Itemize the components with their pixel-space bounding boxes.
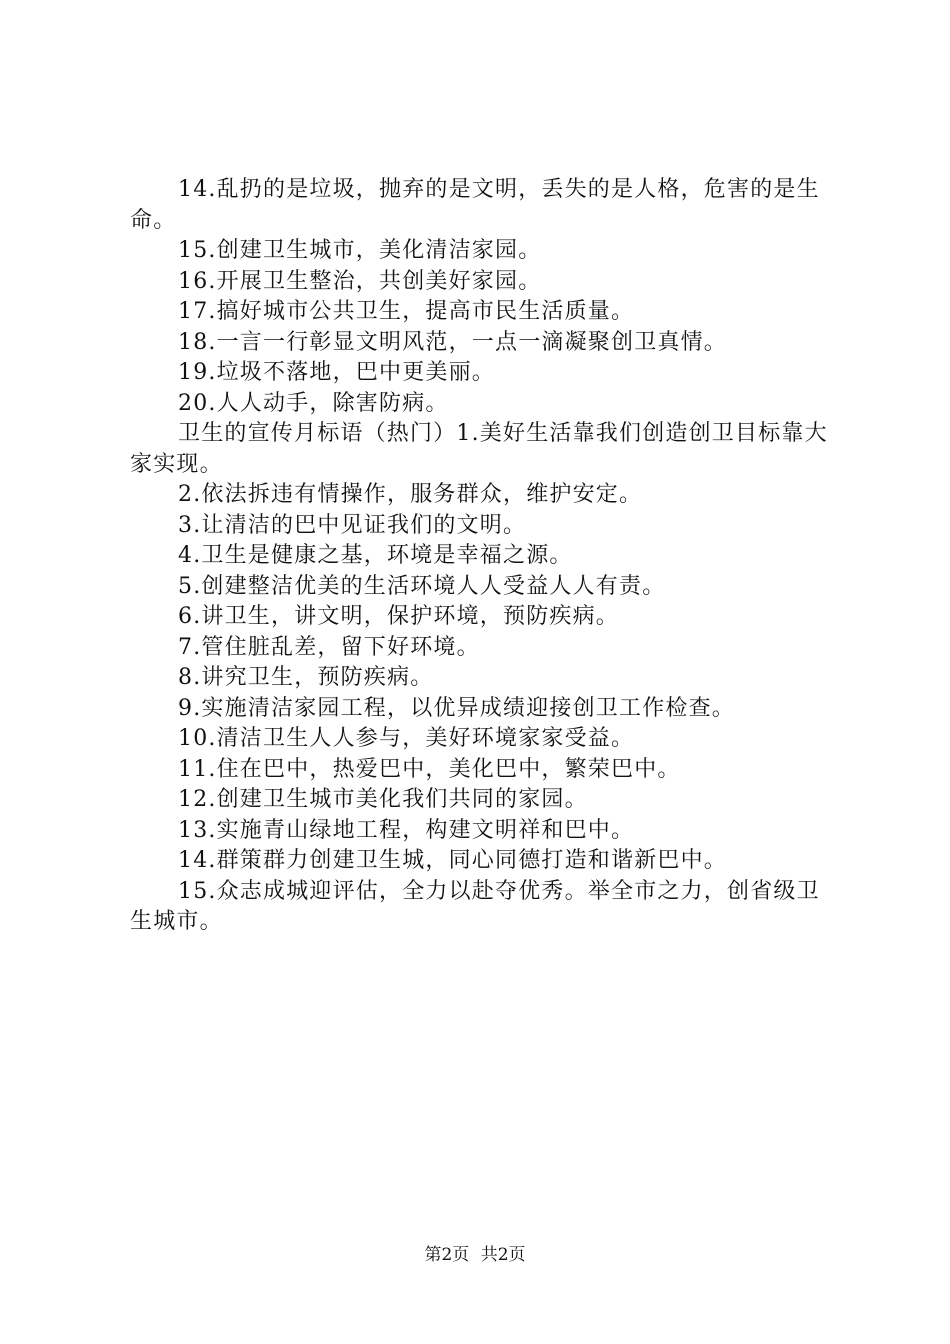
paragraph: 8.讲究卫生，预防疾病。 xyxy=(178,665,434,690)
paragraph: 19.垃圾不落地，巴中更美丽。 xyxy=(178,360,495,385)
paragraph: 10.清洁卫生人人参与，美好环境家家受益。 xyxy=(178,726,635,751)
paragraph: 16.开展卫生整治，共创美好家园。 xyxy=(178,268,542,294)
paragraph: 6.讲卫生，讲文明，保护环境，预防疾病。 xyxy=(178,604,619,629)
paragraph: 11.住在巴中，热爱巴中，美化巴中，繁荣巴中。 xyxy=(178,756,681,782)
paragraph: 14.群策群力创建卫生城，同心同德打造和谐新巴中。 xyxy=(178,848,727,873)
paragraph: 15.众志成城迎评估，全力以赴夺优秀。举全市之力，创省级卫生城市。 xyxy=(130,878,820,934)
paragraph: 4.卫生是健康之基，环境是幸福之源。 xyxy=(178,543,573,568)
paragraph: 5.创建整洁优美的生活环境人人受益人人有责。 xyxy=(178,573,666,599)
paragraph: 7.管住脏乱差，留下好环境。 xyxy=(178,634,480,660)
document-body xyxy=(130,175,835,938)
paragraph: 12.创建卫生城市美化我们共同的家园。 xyxy=(178,787,588,812)
paragraph: 14.乱扔的是垃圾，抛弃的是文明，丢失的是人格，危害的是生命。 xyxy=(130,177,820,233)
paragraph: 15.创建卫生城市，美化清洁家园。 xyxy=(178,238,542,263)
paragraph: 13.实施青山绿地工程，构建文明祥和巴中。 xyxy=(178,817,635,843)
page-total: 共2页 xyxy=(480,1245,526,1265)
paragraph: 18.一言一行彰显文明风范，一点一滴凝聚创卫真情。 xyxy=(178,329,727,355)
paragraph: 3.让清洁的巴中见证我们的文明。 xyxy=(178,512,527,538)
paragraph: 9.实施清洁家园工程，以优异成绩迎接创卫工作检查。 xyxy=(178,695,735,721)
paragraph: 20.人人动手，除害防病。 xyxy=(178,390,449,416)
paragraph: 17.搞好城市公共卫生，提高市民生活质量。 xyxy=(178,299,635,324)
page-number: 第2页 xyxy=(424,1245,470,1265)
paragraph: 2.依法拆违有情操作，服务群众，维护安定。 xyxy=(178,482,643,507)
page-footer xyxy=(0,1244,950,1266)
section-heading-paragraph: 卫生的宣传月标语（热门）1.美好生活靠我们创造创卫目标靠大家实现。 xyxy=(130,421,828,477)
